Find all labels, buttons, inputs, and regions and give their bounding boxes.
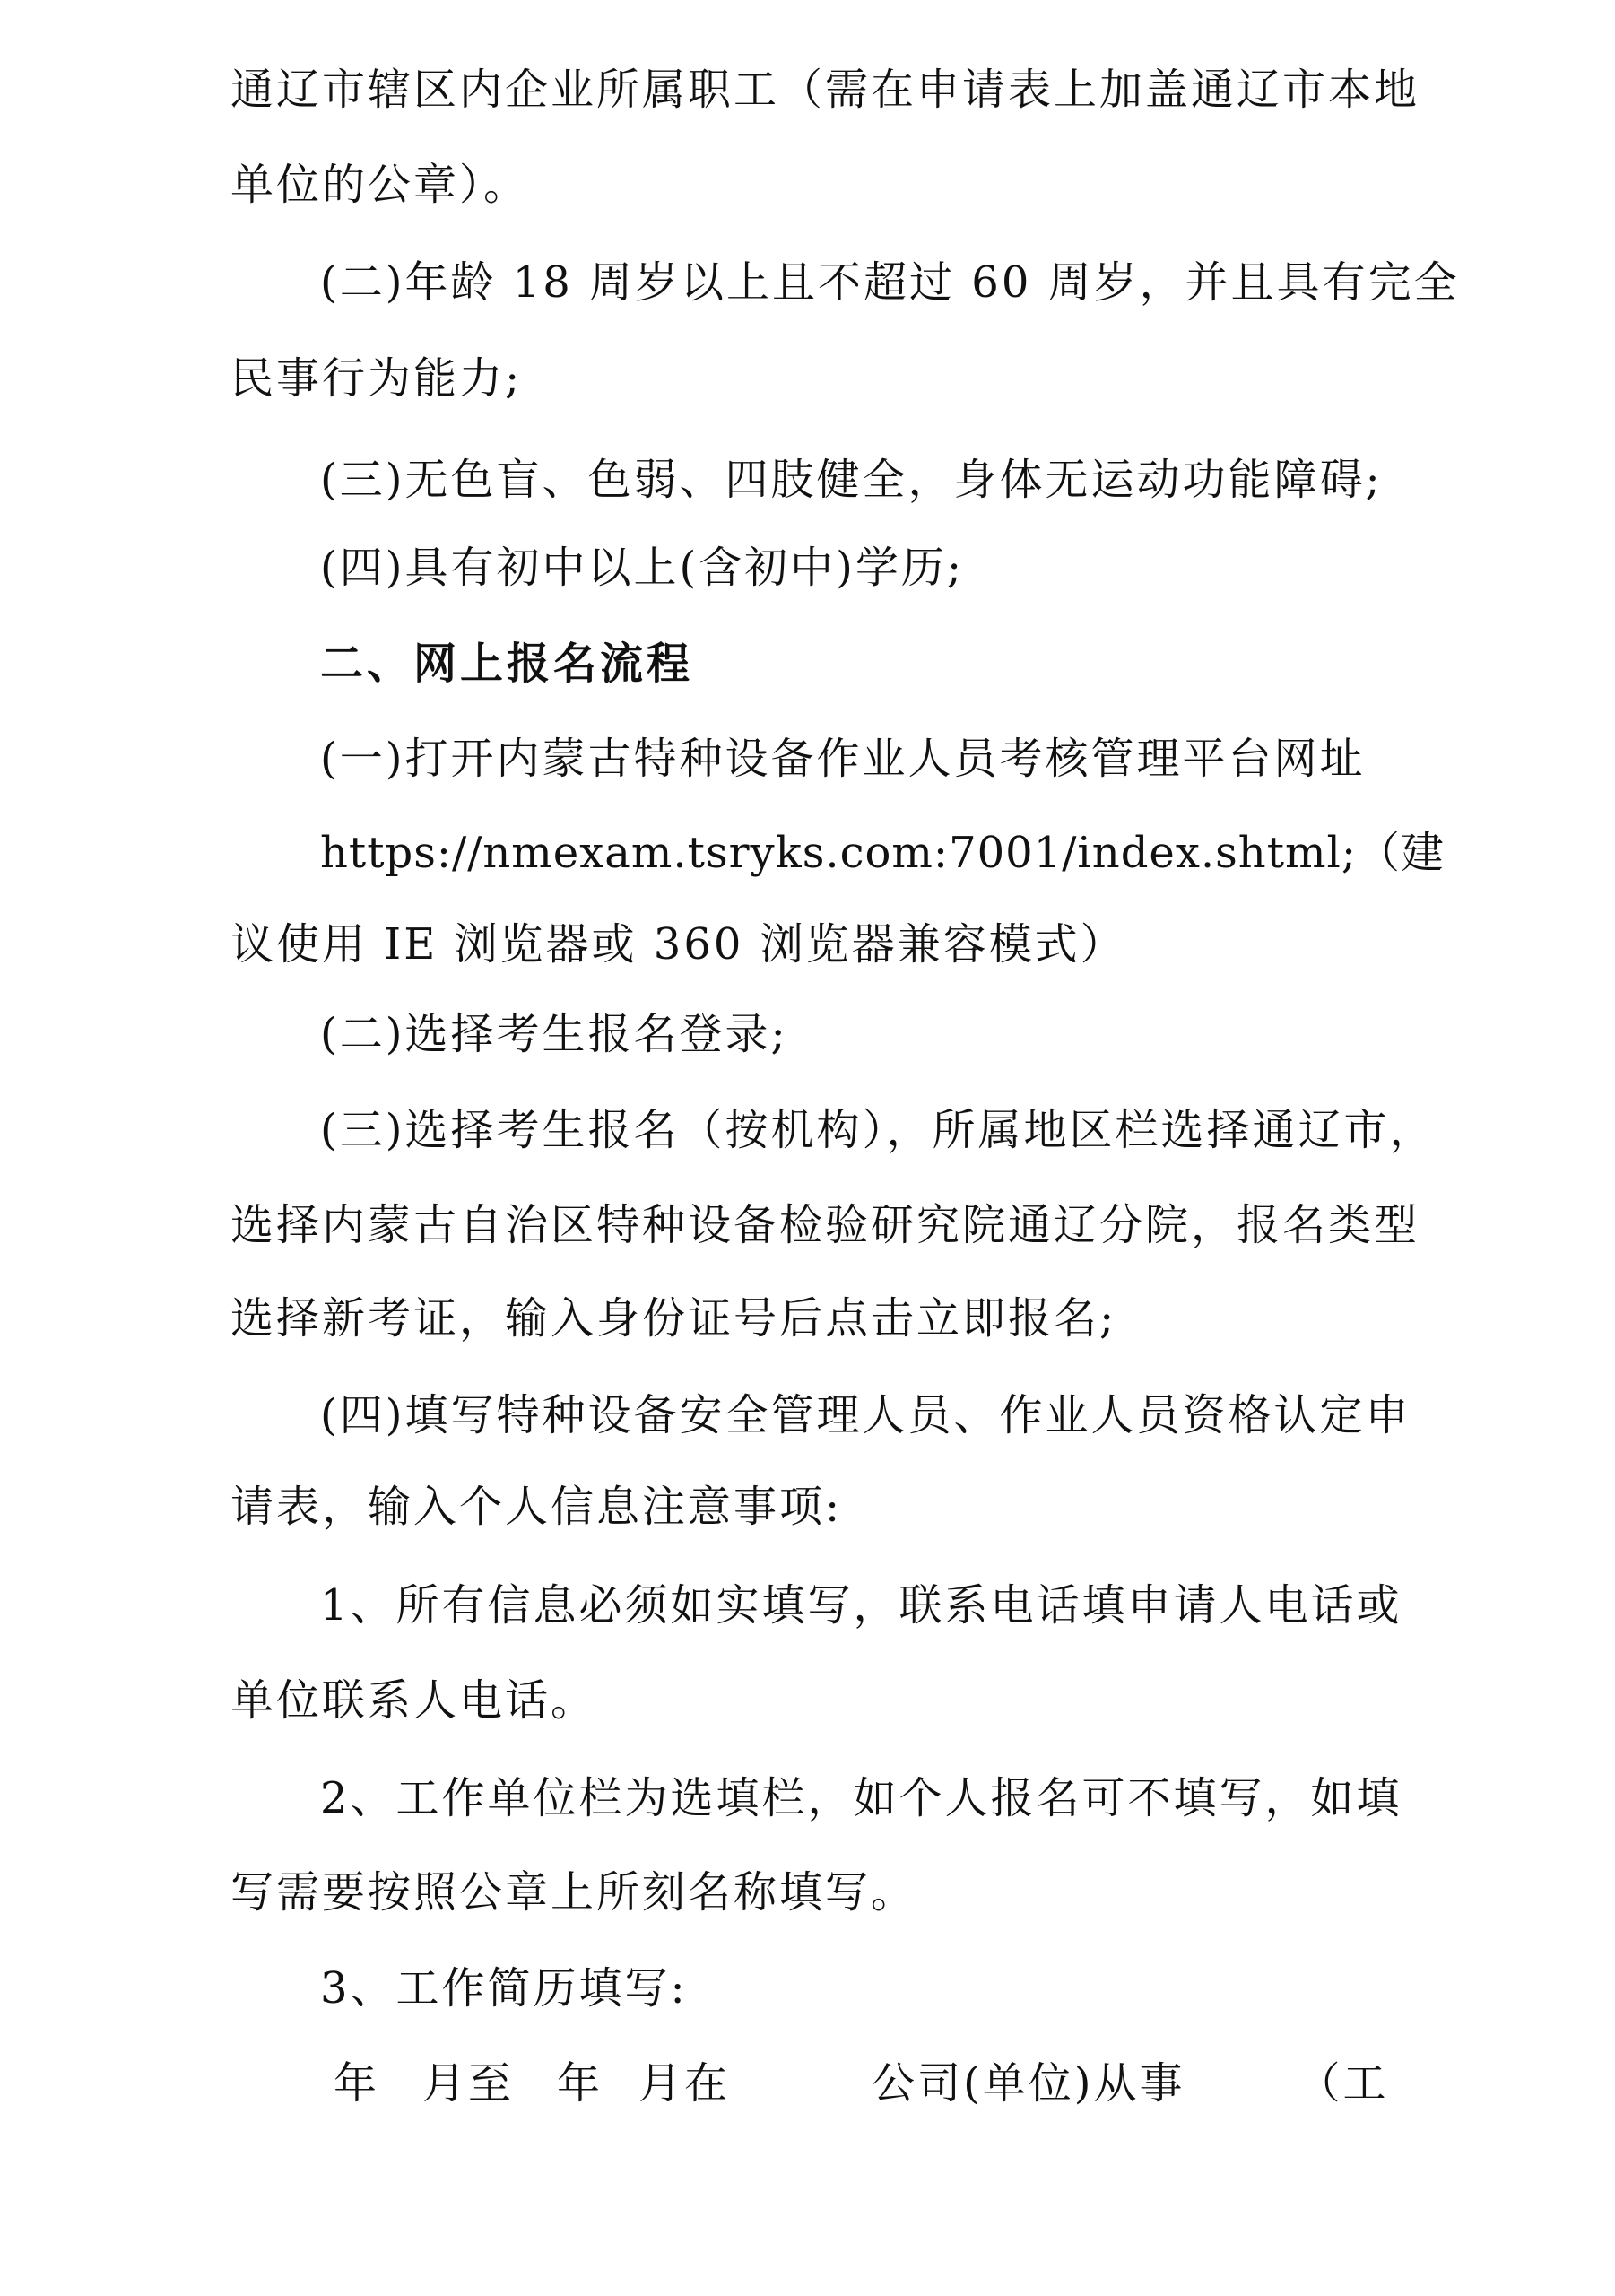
text-line: 单位的公章）。	[230, 160, 530, 210]
resume-company: 公司(单位)从事	[872, 2058, 1185, 2109]
text-line: 1、所有信息必须如实填写，联系电话填申请人电话或	[320, 1580, 1402, 1631]
text-line: 写需要按照公章上所刻名称填写。	[230, 1867, 917, 1918]
resume-year-2: 年	[557, 2058, 603, 2109]
text-line: (二)选择考生报名登录;	[320, 1009, 788, 1059]
text-line: (二)年龄 18 周岁以上且不超过 60 周岁，并且具有完全	[320, 257, 1460, 308]
text-line: (三)选择考生报名（按机构），所属地区栏选择通辽市，	[320, 1105, 1436, 1155]
resume-work-open: （工	[1297, 2058, 1389, 2109]
text-line: 民事行为能力;	[230, 353, 523, 404]
section-heading: 二、网上报名流程	[320, 639, 694, 689]
text-line: 3、工作简历填写:	[320, 1963, 688, 2013]
resume-template-line	[334, 2057, 1389, 2110]
url-line: https://nmexam.tsryks.com:7001/index.shtml;（建	[320, 828, 1446, 878]
text-line: (四)填写特种设备安全管理人员、作业人员资格认定申	[320, 1390, 1411, 1440]
resume-month-to: 月至	[422, 2058, 515, 2109]
text-line: 通辽市辖区内企业所属职工（需在申请表上加盖通辽市本地	[230, 65, 1420, 115]
text-line: 单位联系人电话。	[230, 1675, 597, 1726]
text-line: (三)无色盲、色弱、四肢健全，身体无运动功能障碍;	[320, 455, 1383, 505]
text-line: (四)具有初中以上(含初中)学历;	[320, 543, 965, 593]
resume-year-1: 年	[334, 2058, 380, 2109]
text-line: 2、工作单位栏为选填栏，如个人报名可不填写，如填	[320, 1773, 1402, 1823]
resume-month-at: 月在	[638, 2058, 731, 2109]
text-line: 选择内蒙古自治区特种设备检验研究院通辽分院，报名类型	[230, 1200, 1420, 1250]
text-line: (一)打开内蒙古特种设备作业人员考核管理平台网址	[320, 734, 1366, 784]
text-line: 选择新考证，输入身份证号后点击立即报名;	[230, 1293, 1117, 1344]
text-line: 议使用 IE 浏览器或 360 浏览器兼容模式）	[230, 919, 1126, 970]
text-line: 请表，输入个人信息注意事项:	[230, 1482, 843, 1532]
